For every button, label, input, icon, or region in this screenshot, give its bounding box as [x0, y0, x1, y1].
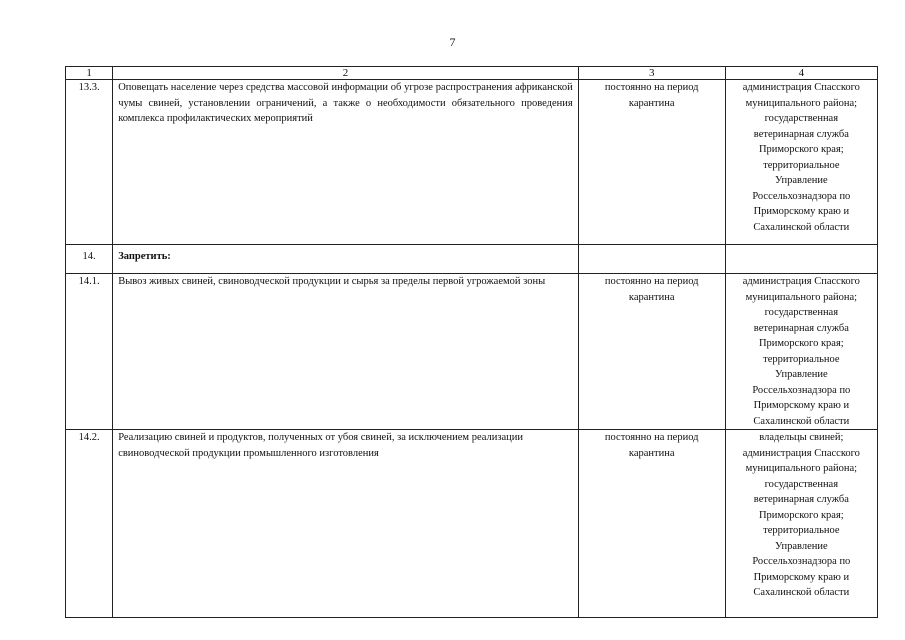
term-line: карантина — [628, 97, 675, 109]
responsible-line: территориальное — [763, 353, 840, 365]
responsible-line: Россельхознадзора по — [752, 190, 851, 202]
responsible-line: Приморскому краю и — [753, 206, 850, 217]
responsible-line: ветеринарная служба — [753, 128, 849, 140]
term-cell — [578, 80, 725, 245]
responsible-line: государственная — [764, 307, 839, 318]
table-row — [66, 245, 878, 274]
responsible-cell — [725, 80, 877, 245]
responsible-line: Сахалинской области — [753, 587, 850, 598]
responsible-line: ветеринарная служба — [753, 494, 849, 505]
responsible-line: муниципального района; — [745, 291, 858, 303]
responsible-line: Сахалинской области — [753, 415, 850, 427]
responsible-line: Приморского края; — [758, 144, 844, 155]
page-number: 7 — [449, 35, 456, 49]
term-line: постоянно на период — [604, 276, 699, 287]
responsible-line: государственная — [764, 113, 839, 124]
measures-table — [65, 66, 878, 618]
term-line: карантина — [628, 447, 675, 459]
responsible-line: ветеринарная служба — [753, 322, 849, 334]
responsible-line: Приморскому краю и — [753, 400, 850, 411]
responsible-line: Россельхознадзора по — [752, 384, 851, 396]
responsible-line: Управление — [775, 369, 828, 380]
term-cell — [578, 274, 725, 430]
responsible-line: Управление — [775, 540, 828, 552]
term-cell — [578, 245, 725, 274]
header-col-4: 4 — [725, 67, 877, 80]
responsible-line: муниципального района; — [745, 97, 858, 109]
measure-text: Реализацию свиней и продуктов, полученных от убоя свиней, за исключением реализации свиноводческой продукции промышленного изготовления — [113, 430, 579, 618]
header-col-2: 2 — [113, 67, 579, 80]
term-line: карантина — [628, 291, 675, 303]
row-number: 14.2. — [66, 430, 113, 618]
table-row — [66, 80, 878, 245]
responsible-line: администрация Спасского — [742, 276, 860, 287]
responsible-line: Сахалинской области — [753, 221, 850, 233]
term-line: постоянно на период — [604, 82, 699, 93]
header-col-1: 1 — [66, 67, 113, 80]
header-col-3: 3 — [578, 67, 725, 80]
row-number: 13.3. — [66, 80, 113, 245]
row-number: 14.1. — [66, 274, 113, 430]
responsible-line: Приморского края; — [758, 509, 844, 521]
responsible-line: администрация Спасского — [742, 82, 860, 93]
responsible-cell — [725, 245, 877, 274]
responsible-line: Управление — [775, 175, 828, 186]
responsible-cell — [725, 274, 877, 430]
responsible-line: Россельхознадзора по — [752, 556, 851, 567]
responsible-line: владельцы свиней; — [759, 432, 844, 443]
table-row — [66, 274, 878, 430]
measure-text: Вывоз живых свиней, свиноводческой продукции и сырья за пределы первой угрожаемой зоны — [113, 274, 579, 430]
responsible-line: Приморского края; — [758, 338, 844, 349]
responsible-line: администрация Спасского — [742, 447, 860, 459]
measure-text: Оповещать население через средства массовой информации об угрозе распространения африканской чумы свиней, установлении ограничений, а также о необходимости обязательного проведения комплекса профилактических мероприятий — [113, 80, 579, 245]
responsible-line: территориальное — [763, 159, 840, 171]
table-header-row — [66, 67, 878, 80]
responsible-line: государственная — [764, 478, 839, 490]
term-line: постоянно на период — [604, 432, 699, 443]
responsible-line: муниципального района; — [745, 463, 858, 474]
responsible-cell — [725, 430, 877, 618]
responsible-line: территориальное — [763, 525, 840, 536]
table-row — [66, 430, 878, 618]
measure-text: Запретить: — [113, 245, 579, 274]
row-number: 14. — [66, 245, 113, 274]
responsible-line: Приморскому краю и — [753, 571, 850, 583]
term-cell — [578, 430, 725, 618]
